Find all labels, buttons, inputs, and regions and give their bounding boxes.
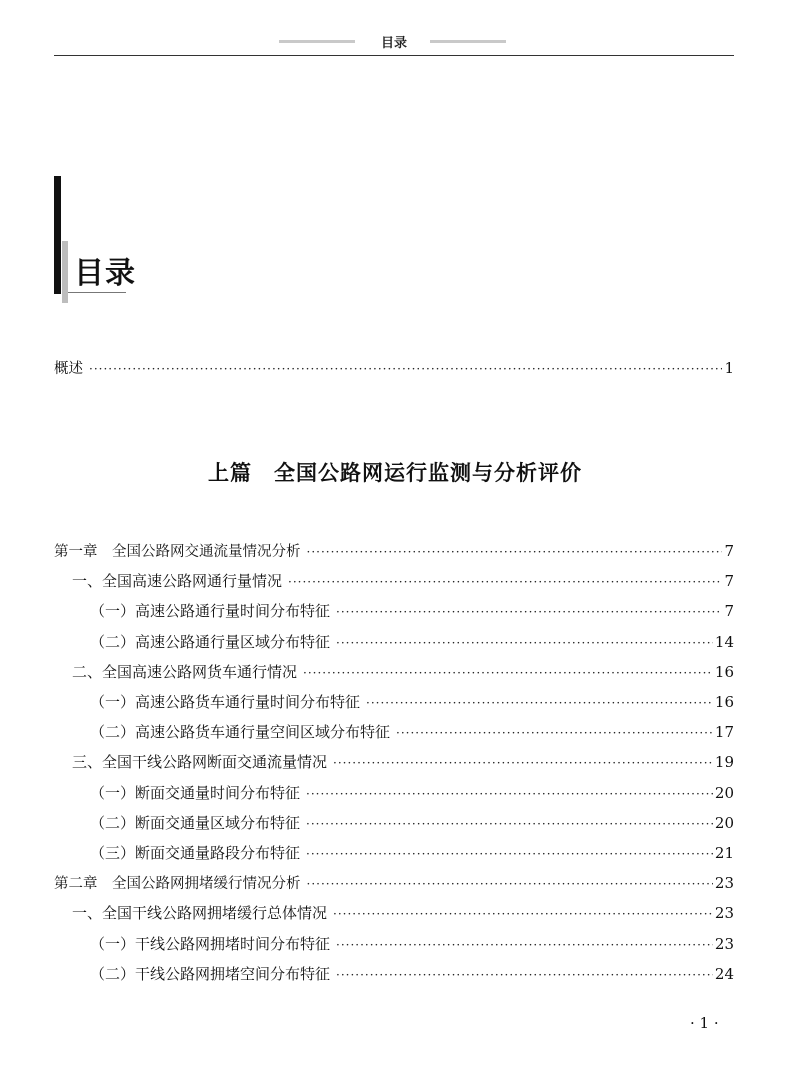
- toc-entry[interactable]: [54, 933, 734, 955]
- toc-leader-dots: [333, 756, 713, 770]
- toc-entry-page: 16: [714, 662, 734, 681]
- toc-entry-page: 1: [724, 359, 734, 377]
- toc-entry-label: （一）高速公路通行量时间分布特征: [90, 602, 331, 621]
- toc-leader-dots: [89, 362, 722, 376]
- toc-leader-dots: [396, 726, 713, 740]
- toc-entry[interactable]: [54, 721, 734, 743]
- toc-entry-label: 三、全国干线公路网断面交通流量情况: [72, 753, 328, 772]
- toc-entry-page: 7: [724, 572, 734, 591]
- toc-entry-label: 一、全国高速公路网通行量情况: [72, 572, 283, 591]
- toc-entry-label: 第二章 全国公路网拥堵缓行情况分析: [54, 876, 301, 893]
- toc-entry-page: 23: [714, 874, 734, 893]
- toc-entry-label: （一）干线公路网拥堵时间分布特征: [90, 934, 331, 953]
- page-number: · 1 ·: [690, 1014, 719, 1032]
- part-label: 上篇: [208, 460, 252, 485]
- toc-entry-chapter[interactable]: [54, 872, 734, 894]
- toc-leader-dots: [306, 847, 713, 861]
- toc-leader-dots: [303, 666, 713, 680]
- toc-entry-chapter[interactable]: [54, 540, 734, 562]
- part-heading: [0, 457, 790, 487]
- toc-entry-page: 7: [724, 602, 734, 621]
- toc-leader-dots: [307, 545, 723, 559]
- toc-entry[interactable]: [54, 782, 734, 804]
- toc-entry-label: 第一章 全国公路网交通流量情况分析: [54, 544, 301, 560]
- toc-entry-page: 21: [714, 844, 734, 862]
- toc-entry-page: 17: [714, 723, 734, 742]
- toc-leader-dots: [333, 907, 713, 921]
- header-right-bar: [430, 40, 506, 43]
- toc-entry-overview[interactable]: [54, 357, 734, 379]
- toc-entry-label: （二）干线公路网拥堵空间分布特征: [90, 964, 331, 983]
- toc-entry-page: 20: [714, 783, 734, 802]
- toc-leader-dots: [336, 605, 722, 619]
- toc-entry[interactable]: [54, 600, 734, 622]
- toc-entry-label: （二）高速公路货车通行量空间区域分布特征: [90, 723, 391, 742]
- toc-entry[interactable]: [54, 631, 734, 653]
- toc-leader-dots: [336, 938, 713, 952]
- toc-entry-page: 23: [714, 934, 734, 953]
- header-rule: [54, 55, 734, 56]
- toc-leader-dots: [336, 636, 713, 650]
- toc-entry-label: （一）断面交通量时间分布特征: [90, 783, 301, 802]
- running-header: [54, 30, 734, 56]
- title-decoration-black-bar: [54, 176, 61, 294]
- toc-entry[interactable]: [54, 842, 734, 864]
- header-left-bar: [279, 40, 355, 43]
- toc-entry[interactable]: [54, 691, 734, 713]
- toc-entry[interactable]: [54, 812, 734, 834]
- toc-leader-dots: [366, 696, 713, 710]
- toc-entry-label: （二）断面交通量区域分布特征: [90, 813, 301, 832]
- toc-entry[interactable]: [54, 902, 734, 924]
- toc-leader-dots: [306, 787, 713, 801]
- toc-entry[interactable]: [54, 570, 734, 592]
- toc-leader-dots: [307, 877, 713, 891]
- toc-entry-label: （二）高速公路通行量区域分布特征: [90, 632, 331, 651]
- part-title: 全国公路网运行监测与分析评价: [274, 460, 582, 485]
- toc-entry-label: （三）断面交通量路段分布特征: [90, 844, 301, 862]
- toc-entry-label: （一）高速公路货车通行量时间分布特征: [90, 693, 361, 711]
- toc-entry-page: 14: [714, 632, 734, 651]
- toc-entry-page: 20: [714, 813, 734, 832]
- toc-entry-page: 19: [714, 753, 734, 772]
- toc-entry[interactable]: [54, 751, 734, 773]
- title-decoration-gray-bar: [62, 241, 68, 303]
- toc-entry-page: 16: [714, 693, 734, 711]
- toc-entry[interactable]: [54, 661, 734, 683]
- toc-leader-dots: [288, 575, 722, 589]
- toc-leader-dots: [306, 817, 713, 831]
- toc-entry-page: 7: [724, 542, 734, 560]
- toc-leader-dots: [336, 968, 713, 982]
- toc-entry-page: 24: [714, 964, 734, 983]
- toc-entry[interactable]: [54, 963, 734, 985]
- toc-entry-page: 23: [714, 904, 734, 923]
- toc-entry-label: 一、全国干线公路网拥堵缓行总体情况: [72, 904, 328, 923]
- title-decoration-underline: [68, 292, 126, 293]
- page-title: 目录: [74, 256, 136, 291]
- toc-entry-label: 概述: [54, 361, 83, 377]
- header-title: 目录: [380, 36, 407, 51]
- toc-entry-label: 二、全国高速公路网货车通行情况: [72, 662, 298, 681]
